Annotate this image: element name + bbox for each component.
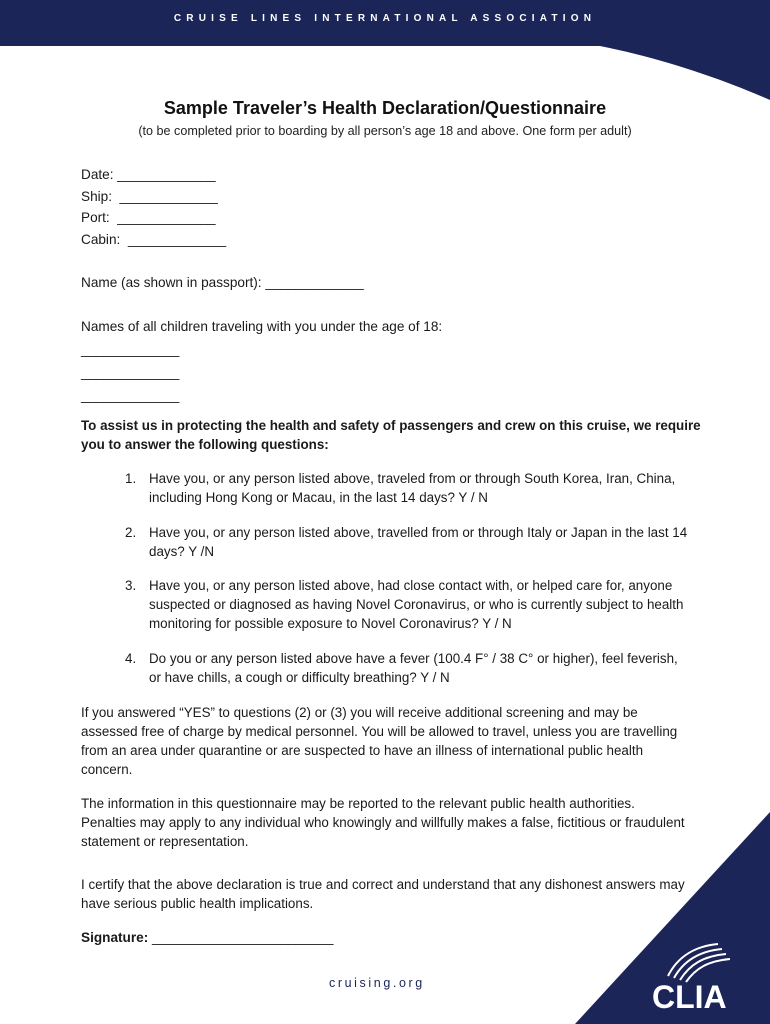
- certification-paragraph: I certify that the above declaration is true and correct and understand that any dishonest answers may have serious public health implications.: [81, 877, 685, 911]
- screening-paragraph: If you answered “YES” to questions (2) or (3) you will receive additional screening and may be assessed free of charge by medical personnel. You will be allowed to travel, unless you are travelling from an area under quarantine or are suspected to have an illness of international public health concern.: [81, 705, 678, 777]
- ship-field[interactable]: Ship: _____________: [81, 189, 218, 204]
- question-text: Have you, or any person listed above, travelled from or through Italy or Japan in the last 14 days? Y /N: [149, 525, 688, 559]
- page-title: Sample Traveler’s Health Declaration/Questionnaire: [163, 98, 607, 118]
- logo-text: CLIA: [652, 979, 727, 1012]
- question-number: 4.: [125, 651, 137, 666]
- clia-logo: [648, 940, 758, 1012]
- question-number: 1.: [125, 471, 137, 486]
- footer-url: cruising.org: [329, 976, 425, 990]
- port-field[interactable]: Port: _____________: [81, 210, 216, 225]
- children-label: Names of all children traveling with you under the age of 18:: [81, 319, 443, 334]
- signature-field[interactable]: [81, 930, 333, 945]
- cabin-field[interactable]: Cabin: _____________: [81, 232, 227, 247]
- child-name-field[interactable]: _____________: [81, 365, 180, 380]
- page-subtitle: (to be completed prior to boarding by all person’s age 18 and above. One form per adult): [138, 124, 632, 138]
- signature-line: ________________________: [148, 930, 334, 945]
- question-text: Have you, or any person listed above, traveled from or through South Korea, Iran, China, including Hong Kong or Macau, in the last 14 days? Y / N: [149, 471, 676, 505]
- penalties-paragraph: The information in this questionnaire may be reported to the relevant public health authorities. Penalties may apply to any individual who knowingly and willfully makes a false, fictitious or fraudulent statement or representation.: [81, 796, 685, 849]
- question-text: Have you, or any person listed above, had close contact with, or helped care for, anyone suspected or diagnosed as having Novel Coronavirus, or who is currently subject to health monitoring for possible exposure to Novel Coronavirus? Y / N: [149, 578, 684, 631]
- signature-label: Signature:: [81, 930, 149, 945]
- organization-header: CRUISE LINES INTERNATIONAL ASSOCIATION: [173, 13, 597, 24]
- child-name-field[interactable]: _____________: [81, 388, 180, 403]
- child-name-field[interactable]: _____________: [81, 342, 180, 357]
- ship-line: [668, 944, 718, 976]
- date-field[interactable]: Date: _____________: [81, 167, 216, 182]
- questions-intro: To assist us in protecting the health and safety of passengers and crew on this cruise, we require you to answer the following questions:: [81, 418, 701, 452]
- passport-name-field[interactable]: Name (as shown in passport): _____________: [81, 275, 364, 290]
- ship-line: [674, 949, 722, 978]
- question-text: Do you or any person listed above have a fever (100.4 F° / 38 C° or higher), feel feverish, or have chills, a cough or difficulty breathing? Y / N: [149, 651, 678, 685]
- question-number: 3.: [125, 578, 137, 593]
- question-number: 2.: [125, 525, 137, 540]
